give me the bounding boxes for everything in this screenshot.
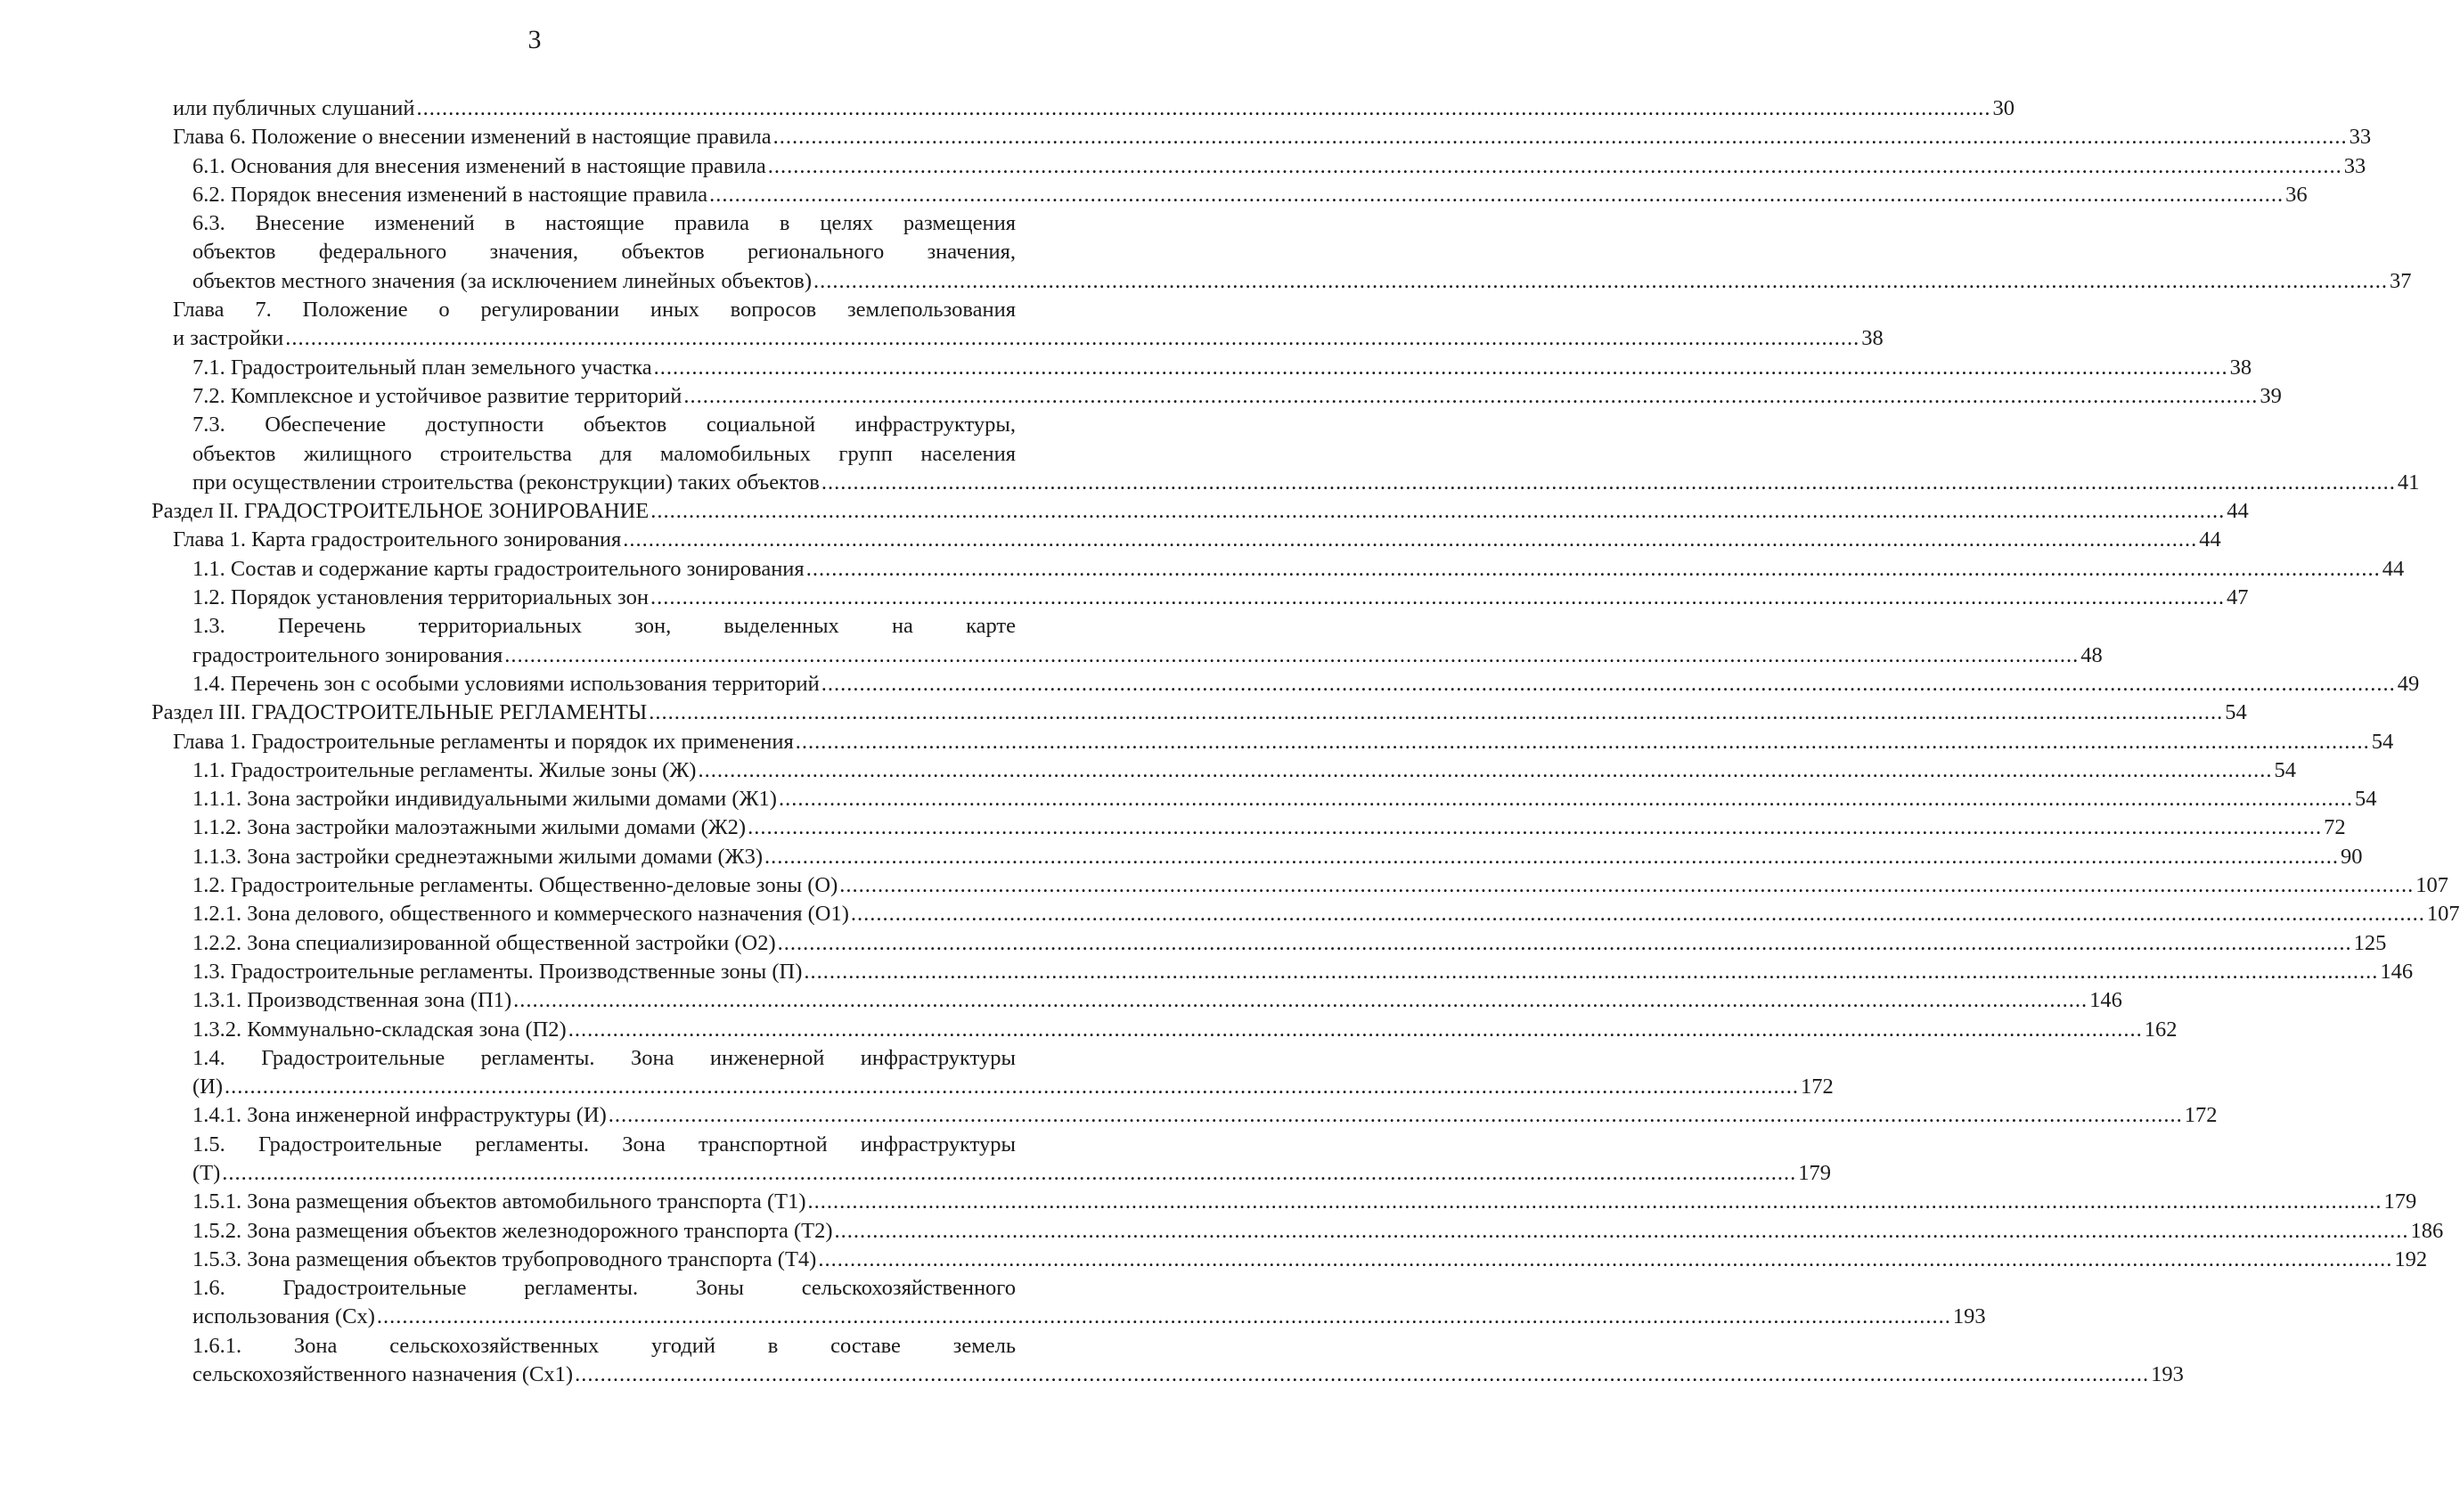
toc-entry-title: 1.5.3. Зона размещения объектов трубопроводного транспорта (Т4)	[192, 1246, 817, 1271]
toc-entry-title: 7.1. Градостроительный план земельного участка	[192, 355, 652, 380]
dot-leader	[764, 843, 2339, 871]
toc-entry-last-line	[192, 1217, 2444, 1246]
toc-entry-title: 1.1.3. Зона застройки среднеэтажными жилыми домами (Ж3)	[192, 844, 764, 869]
toc-entry-last-line	[192, 267, 2412, 296]
toc-entry	[192, 670, 2420, 699]
toc-page-number: 33	[2349, 125, 2372, 150]
toc-entry-last-line	[192, 813, 2346, 842]
toc-entry-last-line	[192, 469, 2420, 497]
dot-leader	[773, 123, 2348, 151]
toc-entry	[192, 1217, 2444, 1246]
toc-page-number: 30	[1992, 96, 2015, 120]
toc-entry-last-line	[192, 555, 2405, 584]
toc-entry-title: и застройки	[173, 326, 284, 351]
toc-entry-last-line	[192, 785, 2377, 813]
toc-entry-title: при осуществлении строительства (реконструкции) таких объектов	[192, 470, 820, 494]
toc-page-number: 37	[2390, 268, 2412, 293]
toc-page-number: 49	[2397, 671, 2420, 696]
toc-entry-last-line	[192, 670, 2420, 699]
dot-leader	[779, 785, 2353, 813]
toc-entry-last-line	[173, 526, 2221, 554]
toc-page-number: 54	[2225, 700, 2247, 725]
toc-page-number: 44	[2227, 499, 2249, 524]
dot-leader	[417, 94, 1991, 123]
toc-entry	[151, 497, 2249, 526]
toc-entry-line: 1.6. Градостроительные регламенты. Зоны сельскохозяйственного	[192, 1276, 1016, 1301]
toc-entry-title: использования (Сх)	[192, 1304, 375, 1329]
dot-leader	[225, 1073, 1799, 1101]
toc-entry-last-line	[192, 1101, 2218, 1130]
dot-leader	[654, 354, 2228, 382]
toc-entry-line: 7.3. Обеспечение доступности объектов социальной инфраструктуры,	[192, 413, 1016, 437]
toc-entry-last-line	[192, 1016, 2178, 1044]
toc-page-number: 33	[2343, 153, 2366, 178]
toc-page-number: 54	[2371, 729, 2394, 754]
dot-leader	[796, 728, 2370, 756]
dot-leader	[623, 526, 2197, 554]
dot-leader	[821, 469, 2396, 497]
toc-entry-line: 1.3. Перечень территориальных зон, выделенных на карте	[192, 614, 1016, 639]
toc-entry-title: 1.1.1. Зона застройки индивидуальными жилыми домами (Ж1)	[192, 787, 777, 812]
dot-leader	[504, 642, 2079, 670]
dot-leader	[513, 986, 2088, 1015]
toc-entry-title: (Т)	[192, 1160, 221, 1185]
toc-entry-last-line	[192, 1303, 1986, 1331]
toc-entry-line: Глава 7. Положение о регулировании иных вопросов землепользования	[173, 298, 1016, 323]
dot-leader	[818, 1246, 2392, 1274]
toc-entry	[151, 94, 2015, 123]
toc-entry	[173, 728, 2394, 756]
toc-entry-last-line	[192, 1188, 2417, 1216]
dot-leader	[813, 267, 2388, 296]
dot-leader	[650, 497, 2225, 526]
toc-page-number: 179	[1798, 1160, 1832, 1185]
dot-leader	[778, 929, 2352, 958]
toc-entry-title: сельскохозяйственного назначения (Сх1)	[192, 1362, 574, 1387]
toc-entry-title: 1.1. Градостроительные регламенты. Жилые зоны (Ж)	[192, 757, 697, 782]
dot-leader	[568, 1016, 2143, 1044]
toc-page-number: 172	[2184, 1103, 2218, 1128]
toc-entry	[192, 785, 2377, 813]
toc-entry-title: 1.5.1. Зона размещения объектов автомобильного транспорта (Т1)	[192, 1189, 806, 1214]
dot-leader	[609, 1101, 2183, 1130]
toc-entry	[192, 555, 2405, 584]
toc-entry-last-line	[151, 497, 2249, 526]
toc-page-number: 186	[2410, 1218, 2444, 1243]
toc-entry-title: объектов местного значения (за исключением линейных объектов)	[192, 268, 813, 293]
toc-entry-line: 1.4. Градостроительные регламенты. Зона инженерной инфраструктуры	[192, 1045, 1016, 1070]
toc-entry-last-line	[192, 1246, 2428, 1274]
toc-page-number: 44	[2382, 556, 2405, 581]
toc-entry-last-line	[192, 871, 2449, 900]
toc-entry-title: 6.2. Порядок внесения изменений в настоящие правила	[192, 182, 708, 207]
toc-page-number: 47	[2226, 585, 2249, 610]
toc-entry-title: Раздел II. ГРАДОСТРОИТЕЛЬНОЕ ЗОНИРОВАНИЕ	[151, 499, 650, 524]
toc-entry-line: объектов жилищного строительства для маломобильных групп населения	[192, 441, 1016, 466]
toc-entry-last-line	[192, 900, 2460, 928]
toc-entry	[173, 526, 2221, 554]
toc-page-number: 193	[1952, 1304, 1986, 1329]
toc-entry-title: 1.1.2. Зона застройки малоэтажными жилыми домами (Ж2)	[192, 815, 747, 840]
toc-entry-title: 7.2. Комплексное и устойчивое развитие территорий	[192, 383, 682, 408]
toc-page-number: 179	[2383, 1189, 2417, 1214]
dot-leader	[709, 181, 2284, 209]
dot-leader	[575, 1361, 2149, 1389]
toc-entry-title: 1.2.2. Зона специализированной общественной застройки (О2)	[192, 930, 776, 955]
toc-entry-line: объектов федерального значения, объектов регионального значения,	[192, 240, 1016, 265]
toc-entry-title: 1.2. Порядок установления территориальных зон	[192, 585, 649, 610]
dot-leader	[806, 555, 2381, 584]
toc-entry	[192, 871, 2449, 900]
toc-entry	[192, 958, 2414, 986]
toc-entry	[173, 296, 1884, 354]
toc-entry	[192, 843, 2363, 871]
toc-page-number: 125	[2353, 930, 2387, 955]
toc-entry	[192, 209, 2412, 296]
table-of-contents	[151, 94, 2460, 1389]
toc-entry	[192, 986, 2122, 1015]
dot-leader	[649, 699, 2223, 727]
toc-page-number: 162	[2144, 1017, 2178, 1042]
dot-leader	[768, 152, 2342, 181]
toc-entry-last-line	[192, 843, 2363, 871]
toc-entry	[192, 900, 2460, 928]
toc-entry	[192, 1274, 1986, 1332]
toc-page-number: 107	[2426, 902, 2460, 927]
toc-entry-title: 1.4.1. Зона инженерной инфраструктуры (И)	[192, 1103, 607, 1128]
toc-entry-last-line	[173, 324, 1884, 353]
toc-entry-title: 1.4. Перечень зон с особыми условиями использования территорий	[192, 671, 820, 696]
toc-entry	[192, 1332, 2184, 1390]
toc-page-number: 54	[2274, 757, 2296, 782]
toc-entry-title: 1.2. Градостроительные регламенты. Общественно-деловые зоны (О)	[192, 873, 838, 898]
dot-leader	[377, 1303, 1951, 1331]
toc-entry-last-line	[192, 929, 2387, 958]
toc-page-number: 146	[2380, 959, 2414, 984]
toc-page-number: 90	[2341, 844, 2363, 869]
dot-leader	[222, 1159, 1796, 1188]
toc-page-number: 36	[2285, 182, 2308, 207]
toc-page-number: 48	[2080, 642, 2103, 667]
toc-entry-title: Раздел III. ГРАДОСТРОИТЕЛЬНЫЕ РЕГЛАМЕНТЫ	[151, 700, 648, 725]
toc-entry-last-line	[192, 986, 2122, 1015]
toc-entry	[173, 123, 2372, 151]
toc-entry-title: 1.5.2. Зона размещения объектов железнодорожного транспорта (Т2)	[192, 1218, 833, 1243]
toc-entry-title: 1.2.1. Зона делового, общественного и коммерческого назначения (О1)	[192, 902, 849, 927]
toc-entry-last-line	[192, 1073, 1834, 1101]
toc-entry	[192, 929, 2387, 958]
toc-entry-title: или публичных слушаний	[173, 96, 415, 120]
toc-entry-last-line	[192, 584, 2249, 612]
toc-page-number: 38	[2229, 355, 2252, 380]
toc-entry-last-line	[173, 94, 2015, 123]
dot-leader	[698, 756, 2272, 785]
toc-entry-last-line	[192, 958, 2414, 986]
dot-leader	[807, 1188, 2382, 1216]
toc-entry-title: 1.1. Состав и содержание карты градостроительного зонирования	[192, 556, 805, 581]
toc-entry-title: (И)	[192, 1075, 224, 1099]
toc-entry	[192, 1016, 2178, 1044]
toc-entry-title: Глава 1. Карта градостроительного зонирования	[173, 527, 622, 552]
toc-entry-last-line	[173, 728, 2394, 756]
toc-entry-last-line	[173, 123, 2372, 151]
toc-page-number: 146	[2089, 988, 2122, 1013]
toc-entry-last-line	[192, 756, 2296, 785]
toc-entry	[192, 1044, 1834, 1102]
toc-entry-last-line	[192, 152, 2366, 181]
dot-leader	[835, 1217, 2409, 1246]
toc-entry-last-line	[192, 382, 2282, 411]
dot-leader	[804, 958, 2378, 986]
toc-entry-title: 1.3.2. Коммунально-складская зона (П2)	[192, 1017, 567, 1042]
toc-entry	[151, 699, 2247, 727]
toc-entry-title: Глава 6. Положение о внесении изменений в настоящие правила	[173, 125, 772, 150]
toc-page-number: 39	[2260, 383, 2282, 408]
toc-entry	[192, 1131, 1832, 1189]
toc-page-number: 193	[2151, 1362, 2184, 1387]
toc-page-number: 107	[2415, 873, 2449, 898]
toc-entry-title: 6.1. Основания для внесения изменений в настоящие правила	[192, 153, 766, 178]
toc-entry-line: 1.6.1. Зона сельскохозяйственных угодий в составе земель	[192, 1333, 1016, 1358]
toc-entry	[192, 813, 2346, 842]
dot-leader	[650, 584, 2225, 612]
toc-entry-last-line	[192, 354, 2252, 382]
toc-entry-line: 1.5. Градостроительные регламенты. Зона транспортной инфраструктуры	[192, 1132, 1016, 1156]
toc-entry	[192, 152, 2366, 181]
toc-entry	[192, 181, 2308, 209]
toc-entry	[192, 354, 2252, 382]
toc-entry	[192, 1246, 2428, 1274]
dot-leader	[285, 324, 1859, 353]
toc-entry-title: градостроительного зонирования	[192, 642, 503, 667]
toc-page-number: 54	[2354, 787, 2377, 812]
dot-leader	[851, 900, 2425, 928]
toc-entry	[192, 411, 2420, 497]
toc-entry-last-line	[192, 642, 2103, 670]
toc-entry	[192, 382, 2282, 411]
toc-entry	[192, 1188, 2417, 1216]
toc-entry	[192, 1101, 2218, 1130]
toc-entry	[192, 612, 2103, 670]
toc-entry-last-line	[192, 181, 2308, 209]
toc-page-number: 41	[2397, 470, 2420, 494]
toc-page-number: 172	[1801, 1075, 1834, 1099]
toc-entry	[192, 584, 2249, 612]
dot-leader	[683, 382, 2258, 411]
dot-leader	[748, 813, 2322, 842]
toc-entry-title: Глава 1. Градостроительные регламенты и порядок их применения	[173, 729, 794, 754]
toc-entry-title: 1.3.1. Производственная зона (П1)	[192, 988, 512, 1013]
toc-entry-line: 6.3. Внесение изменений в настоящие правила в целях размещения	[192, 211, 1016, 236]
toc-entry-last-line	[192, 1159, 1832, 1188]
toc-entry	[192, 756, 2296, 785]
toc-entry-title: 1.3. Градостроительные регламенты. Производственные зоны (П)	[192, 959, 803, 984]
page-number: 3	[527, 25, 542, 54]
toc-page-number: 192	[2394, 1246, 2428, 1271]
toc-page-number: 72	[2324, 815, 2346, 840]
toc-page-number: 38	[1861, 326, 1884, 351]
toc-entry-last-line	[192, 1361, 2184, 1389]
toc-page-number: 44	[2199, 527, 2221, 552]
dot-leader	[821, 670, 2396, 699]
dot-leader	[839, 871, 2414, 900]
toc-entry-last-line	[151, 699, 2247, 727]
